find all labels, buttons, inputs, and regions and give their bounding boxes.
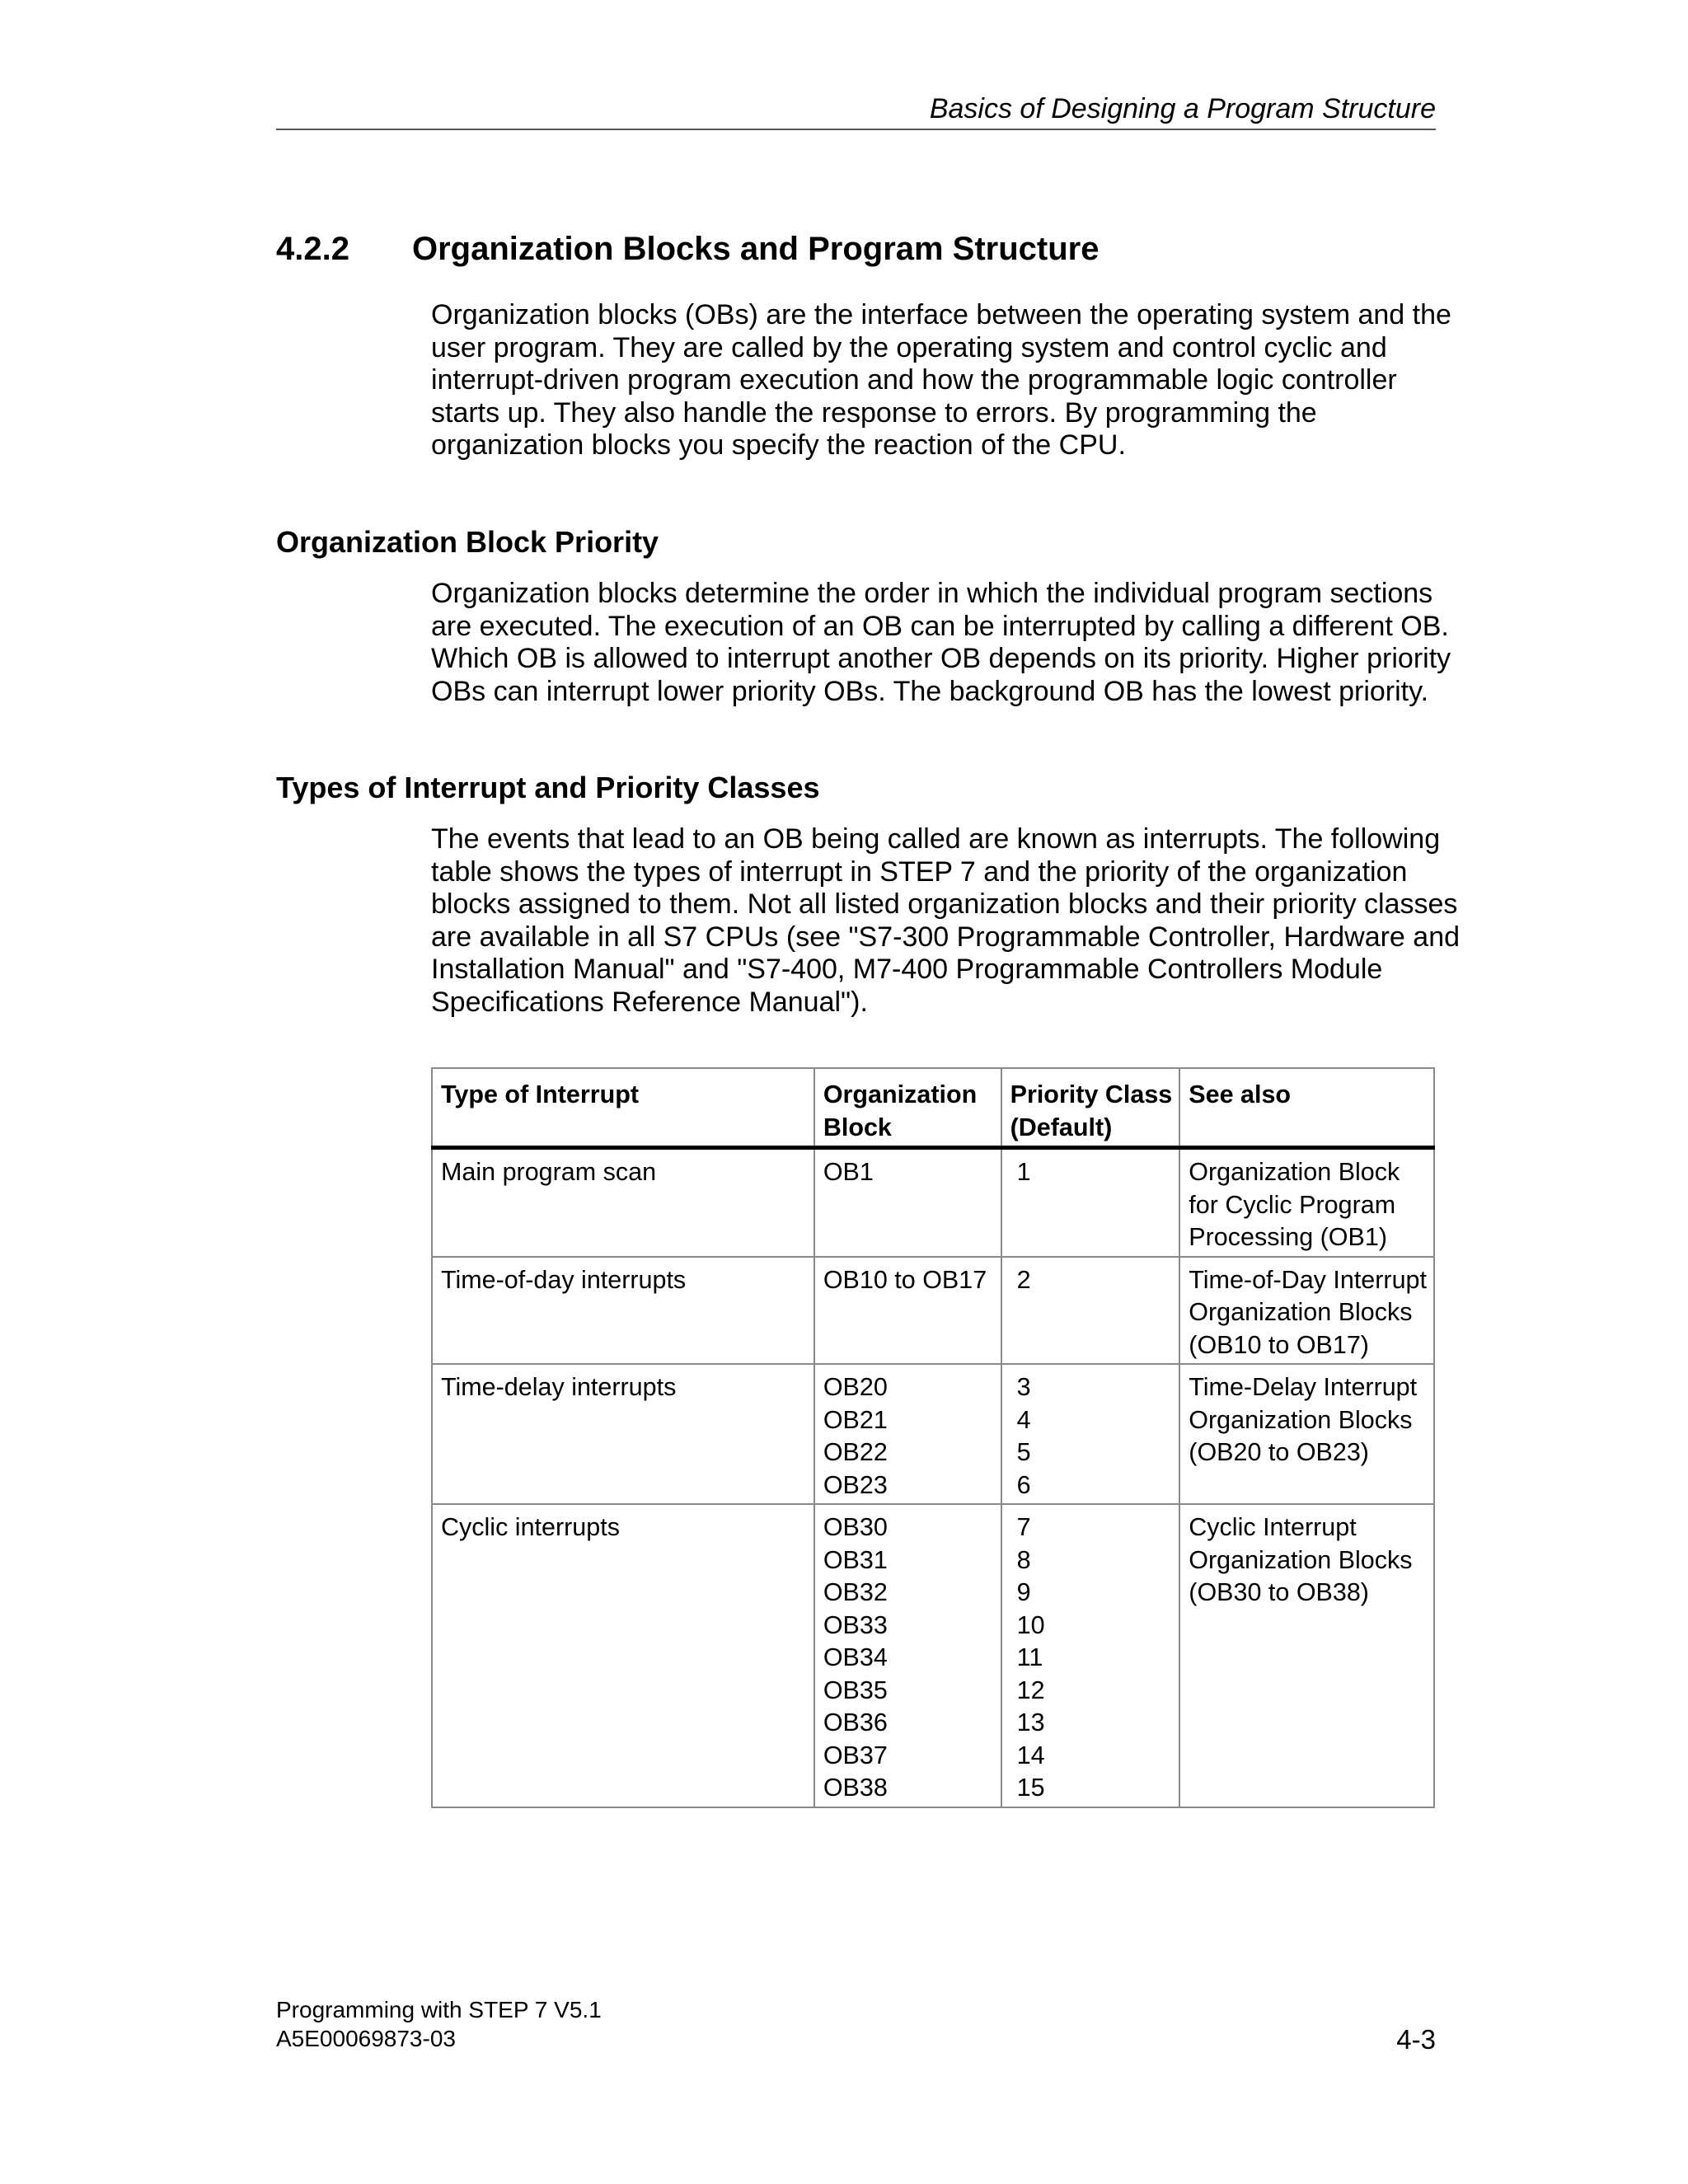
intro-line: starts up. They also handle the response to errors. By programming the	[431, 396, 1317, 429]
priority-heading: Organization Block Priority	[276, 525, 659, 559]
section-title-text: Organization Blocks and Program Structure	[412, 231, 1100, 267]
table-row	[432, 1364, 1434, 1504]
table-row	[432, 1504, 1434, 1807]
footer-doc-number: A5E00069873-03	[276, 2026, 456, 2051]
types-line: Specifications Reference Manual").	[431, 986, 868, 1018]
see-also-cell: Cyclic Interrupt Organization Blocks (OB30 to OB38)	[1179, 1504, 1434, 1807]
table-row	[432, 1257, 1434, 1365]
table-header-row	[432, 1068, 1434, 1148]
header-see-also: See also	[1179, 1068, 1434, 1148]
block-cell: OB1	[814, 1148, 1001, 1257]
intro-line: organization blocks you specify the reaction of the CPU.	[431, 429, 1126, 461]
priority-cell: 3 4 5 6	[1001, 1364, 1180, 1504]
header-rule	[276, 129, 1436, 130]
footer-left	[276, 1995, 602, 2053]
types-line: Installation Manual" and "S7-400, M7-400 Programmable Controllers Module	[431, 954, 1383, 985]
interrupt-type-cell: Main program scan	[432, 1148, 814, 1257]
header-organization-block: Organization Block	[814, 1068, 1001, 1148]
priority-line: are executed. The execution of an OB can be interrupted by calling a different OB.	[431, 610, 1449, 642]
priority-line: OBs can interrupt lower priority OBs. The background OB has the lowest priority.	[431, 675, 1429, 707]
types-line: table shows the types of interrupt in STEP 7 and the priority of the organization	[431, 855, 1408, 888]
interrupt-priority-table	[431, 1067, 1435, 1808]
priority-paragraph	[431, 578, 1451, 708]
see-also-cell: Time-Delay Interrupt Organization Blocks (OB20 to OB23)	[1179, 1364, 1434, 1504]
interrupt-type-cell: Time-delay interrupts	[432, 1364, 814, 1504]
intro-line: Organization blocks (OBs) are the interface between the operating system and the	[431, 299, 1451, 330]
intro-line: user program. They are called by the operating system and control cyclic and	[431, 331, 1387, 363]
see-also-cell: Time-of-Day Interrupt Organization Blocks (OB10 to OB17)	[1179, 1257, 1434, 1365]
priority-cell: 1	[1001, 1148, 1180, 1257]
block-cell: OB10 to OB17	[814, 1257, 1001, 1365]
header-priority-class: Priority Class (Default)	[1001, 1068, 1180, 1148]
running-header: Basics of Designing a Program Structure	[929, 93, 1436, 124]
types-paragraph	[431, 823, 1461, 1019]
interrupt-type-cell: Cyclic interrupts	[432, 1504, 814, 1807]
types-line: blocks assigned to them. Not all listed organization blocks and their priority classes	[431, 888, 1458, 920]
priority-line: Organization blocks determine the order in which the individual program sections	[431, 578, 1433, 609]
intro-paragraph	[431, 299, 1451, 462]
header-type-of-interrupt: Type of Interrupt	[432, 1068, 814, 1148]
types-heading: Types of Interrupt and Priority Classes	[276, 771, 820, 804]
section-number: 4.2.2	[276, 231, 349, 267]
priority-line: Which OB is allowed to interrupt another OB depends on its priority. Higher priority	[431, 643, 1451, 674]
page-number: 4-3	[1396, 2024, 1436, 2055]
types-line: are available in all S7 CPUs (see "S7-300 Programmable Controller, Hardware and	[431, 921, 1461, 953]
intro-line: interrupt-driven program execution and how the programmable logic controller	[431, 364, 1397, 396]
section-title	[276, 229, 1100, 269]
see-also-cell: Organization Block for Cyclic Program Processing (OB1)	[1179, 1148, 1434, 1257]
interrupt-type-cell: Time-of-day interrupts	[432, 1257, 814, 1365]
priority-cell: 7 8 9 10 11 12 13 14 15	[1001, 1504, 1180, 1807]
footer-manual-title: Programming with STEP 7 V5.1	[276, 1997, 602, 2022]
types-line: The events that lead to an OB being called are known as interrupts. The following	[431, 823, 1441, 855]
table-row	[432, 1148, 1434, 1257]
block-cell: OB20 OB21 OB22 OB23	[814, 1364, 1001, 1504]
block-cell: OB30 OB31 OB32 OB33 OB34 OB35 OB36 OB37 OB38	[814, 1504, 1001, 1807]
priority-cell: 2	[1001, 1257, 1180, 1365]
